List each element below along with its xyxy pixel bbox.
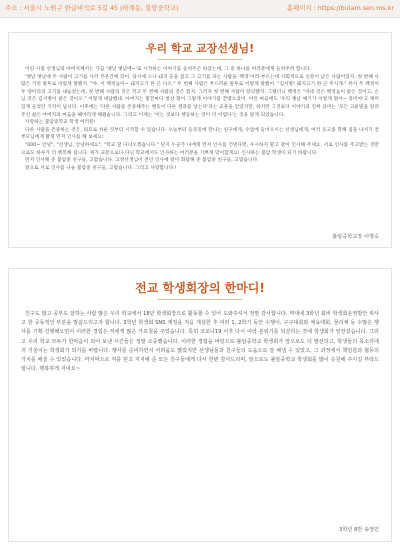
principal-letter-body bbox=[21, 66, 379, 172]
student-president-title: 전교 학생회장의 한마디! bbox=[135, 281, 265, 295]
principal-letter-title: 우리 학교 교장선생님! bbox=[145, 42, 255, 55]
homepage-url[interactable]: 홈페이지 : https://bulam.sen.ms.kr bbox=[286, 4, 394, 12]
title-underline bbox=[158, 299, 242, 300]
paragraph: 앞으로 서로 인사를 나눌 불암중 친구들, 고맙습니다. 그리고 사랑합니다.! bbox=[25, 165, 177, 171]
paragraph: "000~ 안녕", "선생님, 안녕하세요", "학교 잘 다녀오겠습니다." 단지 누군가 나에게 먼저 인사를 건넨다면, 우시하지 말고 같이 인사해 주세요. 서로 인사를 주고받는 것만으로도 하루가 더 행복해 집니다. 제가 교문으로나 다닌 학교에서도 인사하는 여러분을 기쁘게 맞이할게요! 인사하는 불암 학생이 되기 바랍니다. bbox=[21, 142, 379, 156]
paragraph: 먼저 인사해 준 불암중 친구들, 고맙습니다. 고정선생님이 전년 인사에 같이 화답해 준 불암중 친구들, 고맙습니다. bbox=[25, 158, 259, 164]
student-president-section bbox=[8, 268, 392, 542]
paragraph: '옛날 옛날에 두 사람이 고기를 사러 푸줏간에 갔어. 당시에 소나 돼지 등을 잡고 그 고기를 파는 사람을 '백정'이라 부르는데 사회적으로 신분이 낮은 사람이었지. 첫 번째 사람은 거친 말투로 이렇게 말했지. "야, 이 백정놈아~ 돼지고기 한 근 다오." 두 번째 사람은 부드러운 말투로 이렇게 말했어. "김서방! 돼지고기 한 근 주시게." 한사 두 백정이 두 양어리의 고기를 내놓았는데, 첫 번째 사람의 것은 작고 두 번째 사람의 것은 컸지. 그러자 첫 번째 사람이 항의했지. 그랬더니 백정은 "자네 것은 백정놈이 팔은 것이고, 손님 것은 김서방이 팔은 것이오." 이렇게 대답했대. 아버지는 말끝마다 항상 말이 그렇게 이야기를 끝맺으셨어. 어린 마음에도 '우리 옛날 얘기가 이렇게 멀어~ 흥미야'고 재미있게 들었던 기억이 납니다. 이후에는 '다른 사람을 존중해주는 행동이 다른 결과를 낳는다'라는 교훈을 얻었지만, 하지만 그것보다 이야기의 진짜 의미는 '모든 고운말을 알려주신 삶은 아버지의 마음을 헤아리게 해줬습니다. 그리고 이제는 '이는 것보다 행동하는 것이 더 어렵다'는 것을 알게 되었습니다. bbox=[21, 74, 379, 118]
page-header bbox=[0, 0, 400, 18]
principal-letter-section bbox=[8, 32, 392, 248]
paragraph: 사랑하는 불암중학교 학생 여러분! bbox=[25, 120, 96, 126]
school-address: 주소 : 서울시 노원구 한글비석로 5길 45 (하계동, 불암중학교) bbox=[5, 4, 179, 12]
student-president-body bbox=[21, 310, 379, 374]
paragraph: 다른 사람을 존중하는 것은, 외모로 쉬운 것부터 시작할 수 있습니다. 오늘부터 등굣길에 만나는 친구에게, 수업에 들어오시는 선생님에게, 여러 동고종 학해 집을 나서기 전 부모님에게 밝게 먼저 인사를 해 보세요! bbox=[21, 127, 379, 141]
title-underline bbox=[158, 59, 242, 60]
paragraph: 친구도 많고 공부도 잘하는 사람 많은 우리 학교에서 18년 학생회장으로 활동할 수 있어 도와주셔서 정말 감사합니다. 역대에 3학년 회비 학생회운영방안 위사고 한 공동적인 부분을 말씀드리고자 합니다. 3학년 학생회 SNS 계정을 처음 개설한 후 여러 1, 2학기 동안 수행이, 구구대회와 체육대회, 물리체 등 수많은 행사를 기획·진행해오면서 이러한 경험은 저에게 많은 가르침을 주었습니다. 특히 코로나19 이후 다시 여러 분위기를 되살리는 것에 학생회가 앞장섰습니다. 그리고 우리 학교 모두가 한마음이 되어 보낸 시간들은 정말 소중했습니다. 이러한 경험을 바탕으로 불암중학교 학생회가 앞으로도 더 발전하고, 학생들의 목소리에 귀 기울이는 학생회가 되기를 바랍니다. 행사를 준비하면서 어려움도 많았지만 선생님들과 친구들의 도움으로 잘 해낼 수 있었고, 그 과정에서 책임감과 협동의 가치를 배울 수 있었습니다. 마지막으로 저를 믿고 지지해 준 모든 친구들에게 다시 한번 감사드리며, 앞으로도 불암중학교 학생회를 많이 응원해 주시길 부탁드립니다. 행복하게 지내요~ bbox=[21, 311, 379, 373]
student-president-signature: 3학년 8반 송정민 bbox=[339, 527, 379, 533]
paragraph: 어린 시절 선생님의 아버지께서는 가끔 '옛날 옛날에~'로 시작하는 이야기를 들려주곤 하셨는데, 그 중 하나를 여러분에게 들려주려 합니다. bbox=[25, 67, 312, 72]
principal-signature: 불암중학교장 이명숙 bbox=[332, 234, 379, 240]
